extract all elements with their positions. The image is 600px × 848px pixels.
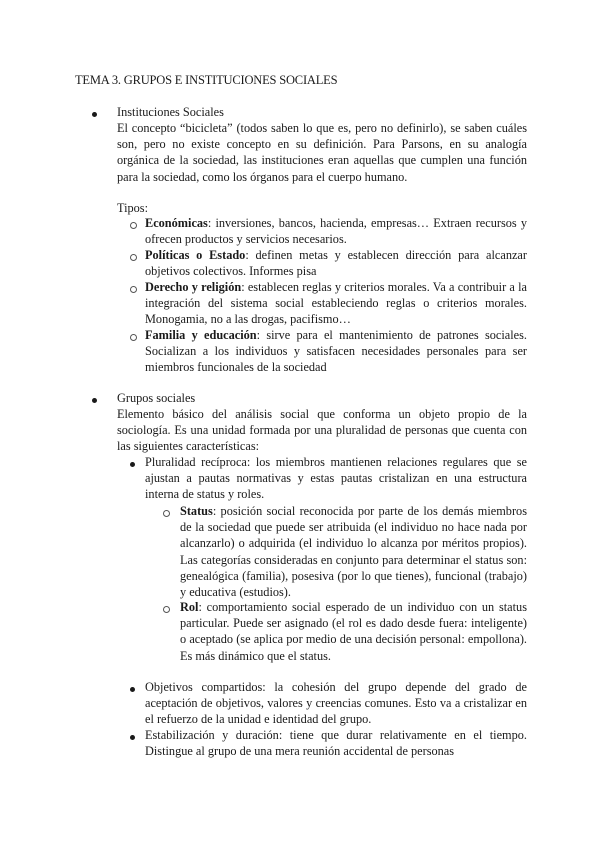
circle-bullet-icon — [163, 606, 170, 613]
bullet-icon — [130, 735, 135, 740]
type-text: : sirve para el mantenimiento de patrones sociales. Socializan a los individuos y satisfacen necesidades personales para ser miembros funcionales de la sociedad — [145, 328, 527, 375]
circle-bullet-icon — [163, 510, 170, 517]
sub-term: Status — [180, 504, 213, 518]
bullet-icon — [130, 687, 135, 692]
circle-bullet-icon — [130, 334, 137, 341]
sub-term: Rol — [180, 600, 199, 614]
type-item-economicas — [145, 215, 527, 247]
type-text: : establecen reglas y criterios morales. Va a contribuir a la integración del sistema social estableciendo reglas o criterios morales. Monogamia, no a las drogas, pacifismo… — [145, 280, 527, 327]
circle-bullet-icon — [130, 222, 137, 229]
type-term: Familia y educación — [145, 328, 257, 342]
characteristic-pluralidad: Pluralidad recíproca: los miembros mantienen relaciones regulares que se ajustan a pautas normativas y estas pautas cristalizan en una estructura interna de status y roles. — [145, 455, 527, 502]
circle-bullet-icon — [130, 286, 137, 293]
types-label: Tipos: — [117, 201, 148, 215]
sub-item-status — [180, 503, 527, 600]
section-intro-grupos: Elemento básico del análisis social que conforma un objeto propio de la sociología. Es una unidad formada por una pluralidad de personas que cuenta con las siguientes características: — [117, 407, 527, 454]
bullet-icon — [92, 112, 97, 117]
type-term: Políticas o Estado — [145, 248, 246, 262]
characteristic-estabilizacion: Estabilización y duración: tiene que durar relativamente en el tiempo. Distingue al grupo de una mera reunión accidental de personas — [145, 728, 527, 759]
type-item-familia — [145, 327, 527, 376]
type-term: Económicas — [145, 216, 208, 230]
sub-item-rol — [180, 599, 527, 664]
sub-text: : posición social reconocida por parte de los demás miembros de la sociedad que puede ser atribuida (el individuo no hace nada por alcanzarlo) o adquirida (el individuo lo alcanza por méritos propios). Las categorías consideradas en conjunto para determinar el status son: genealógica (familia), posesiva (por lo que tienes), funcional (trabajo) y educativa (estudios). — [180, 504, 527, 600]
type-term: Derecho y religión — [145, 280, 242, 294]
type-text: : inversiones, bancos, hacienda, empresas… Extraen recursos y ofrecen productos y servicios necesarios. — [145, 216, 527, 247]
section-heading-instituciones: Instituciones Sociales — [117, 105, 224, 119]
document-title: TEMA 3. GRUPOS E INSTITUCIONES SOCIALES — [75, 73, 338, 87]
type-item-derecho — [145, 279, 527, 328]
circle-bullet-icon — [130, 254, 137, 261]
bullet-icon — [130, 462, 135, 467]
section-intro-instituciones: El concepto “bicicleta” (todos saben lo que es, pero no definirlo), se saben cuáles son, pero no existe concepto en su definición. Para Parsons, en su analogía orgánica de la sociedad, las instituciones eran aquellas que cumplen una función para la sociedad, como los órganos para el cuerpo humano. — [117, 121, 527, 184]
sub-text: : comportamiento social esperado de un individuo con un status particular. Puede ser asignado (el rol es dado desde fuera: inteligente) o aceptado (se aplica por medio de una decisión personal: empollona). Es más dinámico que el status. — [180, 600, 527, 663]
type-text: : definen metas y establecen dirección para alcanzar objetivos colectivos. Informes pisa — [145, 248, 527, 279]
bullet-icon — [92, 398, 97, 403]
section-heading-grupos: Grupos sociales — [117, 391, 196, 405]
type-item-politicas — [145, 247, 527, 279]
characteristic-objetivos: Objetivos compartidos: la cohesión del grupo depende del grado de aceptación de objetivos, valores y creencias comunes. Esto va a cristalizar en el refuerzo de la unidad e identidad del grupo. — [145, 680, 527, 727]
